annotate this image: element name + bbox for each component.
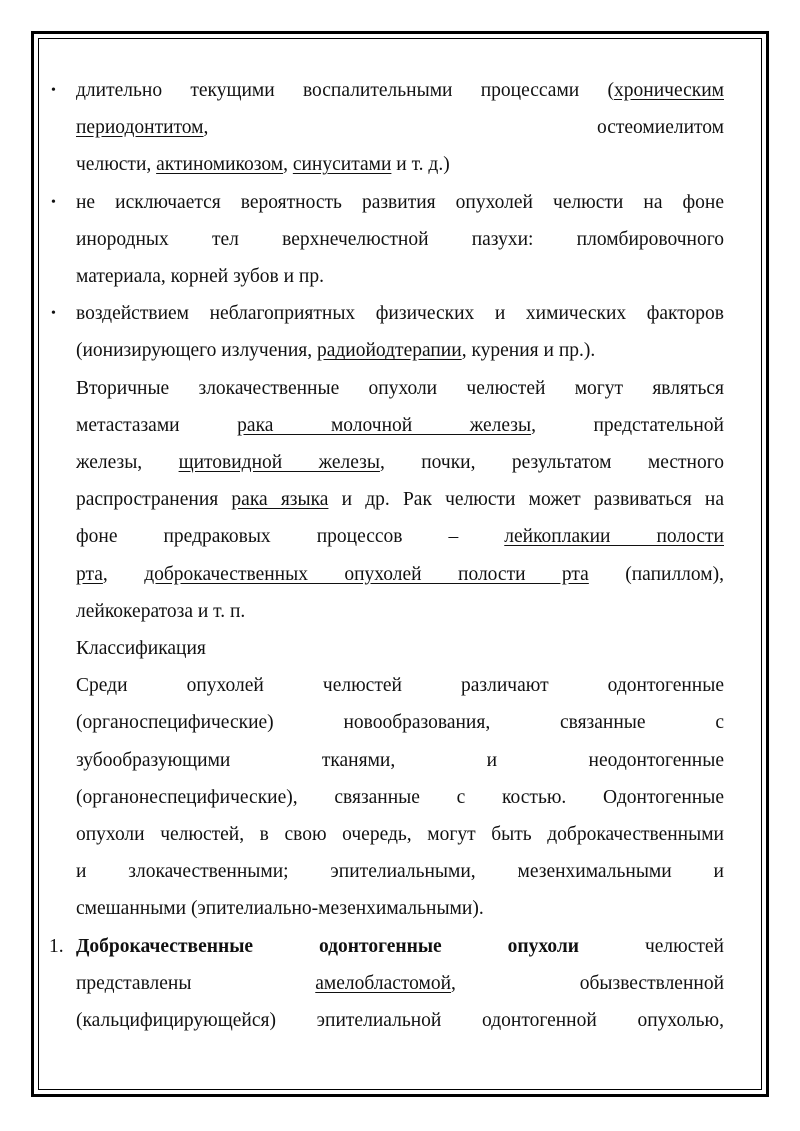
text-line: (органоспецифические) новообразования, связанные с xyxy=(76,712,724,734)
text-line: и злокачественными; эпителиальными, мезенхимальными и xyxy=(76,861,724,883)
text-line: Среди опухолей челюстей различают одонтогенные xyxy=(76,675,724,697)
link-sinusitis[interactable]: синуситами xyxy=(292,154,392,176)
text-line: железы, щитовидной железы, почки, результатом местного xyxy=(76,452,724,474)
text-line: периодонтитом, остеомиелитом xyxy=(76,117,724,139)
text-line: челюсти, актиномикозом, синуситами и т. д.) xyxy=(76,154,450,176)
document-body xyxy=(49,72,725,1039)
bullet-item xyxy=(51,295,724,369)
link-periodontitis[interactable]: периодонтитом xyxy=(76,117,204,139)
link-breast-cancer[interactable]: рака молочной железы xyxy=(237,414,532,436)
text-line: зубообразующими тканями, и неодонтогенные xyxy=(76,749,724,771)
text-line: рта, доброкачественных опухолей полости рта (папиллом), xyxy=(76,563,724,585)
text-line: Доброкачественные одонтогенные опухоли челюстей xyxy=(76,935,724,957)
text-line: представлены амелобластомой, обызвествленной xyxy=(76,972,725,994)
bullet-marker: • xyxy=(51,306,56,322)
numbered-item xyxy=(49,928,725,1040)
text-line: воздействием неблагоприятных физических и химических факторов xyxy=(76,303,724,325)
text-line: инородных тел верхнечелюстной пазухи: пломбировочного xyxy=(76,228,724,250)
text-line: Вторичные злокачественные опухоли челюстей могут являться xyxy=(76,377,724,399)
link-ameloblastoma[interactable]: амелобластомой xyxy=(315,972,452,994)
text-line: смешанными (эпителиально-мезенхимальными). xyxy=(76,898,484,920)
link-tongue-cancer[interactable]: рака языка xyxy=(231,489,329,511)
bullet-item xyxy=(51,184,724,296)
bullet-marker: • xyxy=(51,83,56,98)
link-chronic[interactable]: хроническим xyxy=(614,80,724,101)
text-line: лейкокератоза и т. п. xyxy=(76,600,246,622)
link-radioiodine[interactable]: радиойодтерапии xyxy=(316,340,462,362)
link-mouth[interactable]: рта xyxy=(76,563,103,585)
bullet-marker: • xyxy=(51,194,56,210)
link-actinomycosis[interactable]: актиномикозом xyxy=(156,154,284,176)
text-line: метастазами рака молочной железы, предстательной xyxy=(76,414,724,436)
text-line: опухоли челюстей, в свою очередь, могут быть доброкачественными xyxy=(76,824,724,846)
number-marker: 1. xyxy=(49,935,64,957)
text-line: материала, корней зубов и пр. xyxy=(76,266,324,288)
text-line: (органонеспецифические), связанные с костью. Одонтогенные xyxy=(76,786,724,808)
link-thyroid[interactable]: щитовидной железы xyxy=(178,452,380,474)
text-line: фоне предраковых процессов – лейкоплакии полости xyxy=(76,526,724,548)
paragraph-classification xyxy=(76,667,724,927)
bold-term: Доброкачественные одонтогенные опухоли xyxy=(76,935,580,957)
link-benign-oral-tumors[interactable]: доброкачественных опухолей полости рта xyxy=(144,563,589,585)
link-leukoplakia[interactable]: лейкоплакии полости xyxy=(504,526,724,548)
paragraph-secondary-tumors xyxy=(76,370,724,630)
text-line: длительно текущими воспалительными процессами (хроническим xyxy=(76,80,724,101)
text-line: не исключается вероятность развития опухолей челюсти на фоне xyxy=(76,191,724,213)
section-heading: Классификация xyxy=(76,638,206,660)
text-line: распространения рака языка и др. Рак челюсти может развиваться на xyxy=(76,489,724,511)
text-line: (ионизирующего излучения, радиойодтерапии, курения и пр.). xyxy=(76,340,596,362)
text-line: (кальцифицирующейся) эпителиальной одонтогенной опухолью, xyxy=(76,1010,724,1032)
bullet-item xyxy=(51,72,724,184)
